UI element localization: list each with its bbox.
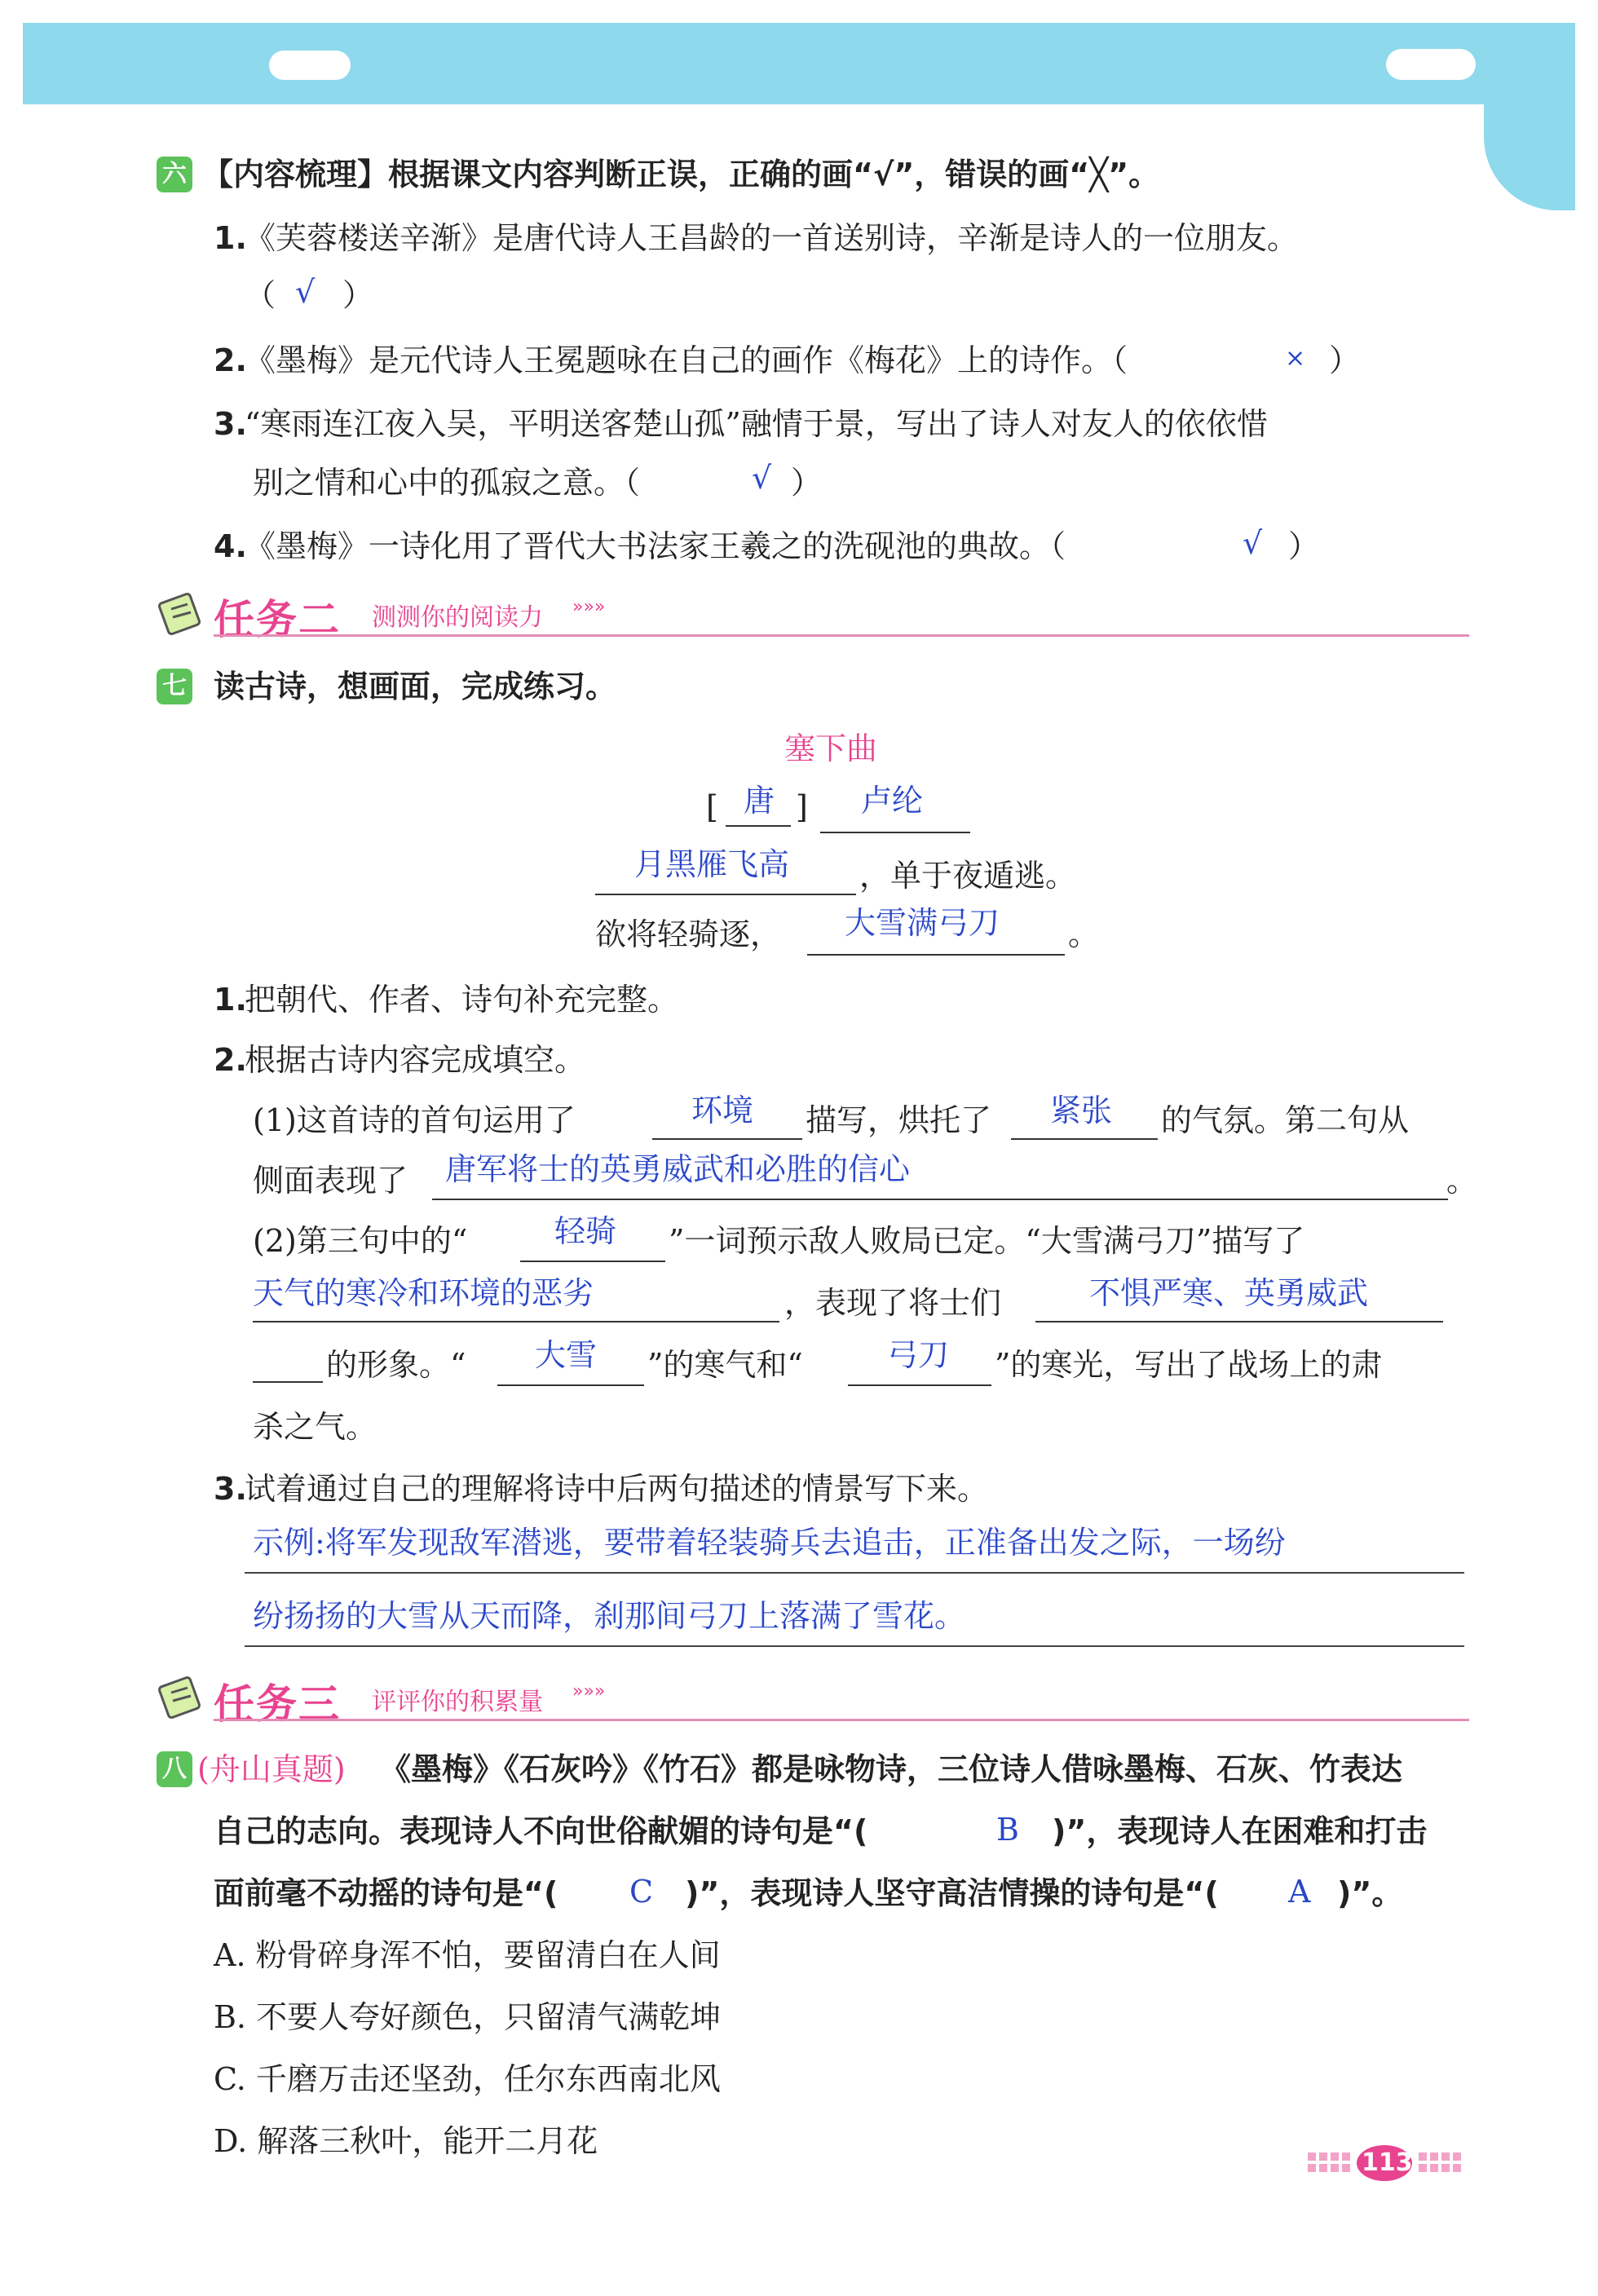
item-text: 《墨梅》一诗化用了晋代大书法家王羲之的洗砚池的典故。（ (245, 528, 1066, 564)
fill-text: (1)这首诗的首句运用了 (253, 1102, 576, 1138)
fill-answer: 紧张 (1050, 1093, 1113, 1128)
fill-text: ”的寒气和“ (647, 1347, 803, 1383)
fill-answer: 唐军将士的英勇威武和必胜的信心 (445, 1151, 911, 1187)
item-paren: （ (245, 277, 276, 313)
page-number: 113 (1362, 2148, 1413, 2177)
answer-blank (1035, 1321, 1443, 1322)
section-badge-7: 七 (157, 669, 192, 704)
question-text: 试着通过自己的理解将诗中后两句描述的情景写下来。 (245, 1471, 989, 1507)
choice-answer: B (996, 1812, 1019, 1848)
cloud-decoration (269, 51, 351, 80)
poem-title: 塞下曲 (784, 731, 878, 766)
question-text: 把朝代、作者、诗句补充完整。 (245, 982, 679, 1018)
answer-mark: √ (1243, 525, 1263, 561)
poem-line2-answer: 大雪满弓刀 (845, 905, 1000, 941)
essay-answer-line2: 纷扬扬的大雪从天而降，刹那间弓刀上落满了雪花。 (253, 1598, 966, 1634)
section8-text: 面前毫不动摇的诗句是“( (214, 1875, 558, 1911)
answer-mark: √ (295, 274, 316, 310)
item-text: “寒雨连江夜入吴，平明送客楚山孤”融情于景，写出了诗人对友人的依依惜 (245, 406, 1268, 442)
item-text: 别之情和心中的孤寂之意。（ (253, 465, 641, 501)
section6-instruction: 【内容梳理】根据课文内容判断正误，正确的画“√”，错误的画“╳”。 (202, 157, 1160, 192)
section8-text: )”。 (1337, 1875, 1403, 1911)
fill-text: 的形象。“ (326, 1347, 466, 1383)
fill-answer: 轻骑 (554, 1213, 617, 1249)
item-paren: ） (1329, 342, 1361, 378)
task-divider (214, 634, 1469, 637)
choice-answer: C (629, 1874, 654, 1910)
answer-blank (520, 1261, 665, 1262)
poem-line1-answer: 月黑雁飞高 (634, 846, 790, 882)
source-label: (舟山真题) (197, 1751, 346, 1787)
answer-blank (652, 1138, 802, 1140)
item-number: 1. (214, 220, 247, 256)
fill-answer: 不惧严寒、英勇威武 (1089, 1275, 1369, 1311)
fill-text: 描写，烘托了 (806, 1102, 992, 1138)
option-c: C. 千磨万击还坚劲，任尔东西南北风 (214, 2061, 721, 2097)
task-divider (214, 1719, 1469, 1721)
question-number: 1. (214, 982, 247, 1018)
fill-text: 。 (1446, 1163, 1478, 1199)
fill-text: ”一词预示敌人败局已定。“大雪满弓刀”描写了 (669, 1223, 1305, 1259)
section8-text: )”，表现诗人坚守高洁情操的诗句是“( (685, 1875, 1219, 1911)
answer-blank (1011, 1138, 1158, 1140)
item-number: 4. (214, 528, 247, 564)
fill-answer: 环境 (691, 1093, 754, 1128)
section8-text: )”，表现诗人在困难和打击 (1052, 1813, 1428, 1849)
fill-text: 杀之气。 (253, 1409, 377, 1445)
task-subtitle: 评评你的积累量 (372, 1688, 543, 1716)
header-sky-band (23, 23, 1575, 104)
answer-blank (253, 1321, 779, 1322)
poem-line2-end: 。 (1068, 916, 1100, 952)
answer-blank (497, 1384, 644, 1386)
fill-text: (2)第三句中的“ (253, 1223, 468, 1259)
fill-answer: 大雪 (535, 1337, 598, 1373)
fill-text: ，表现了将士们 (784, 1285, 1002, 1321)
task-subtitle: 测测你的阅读力 (372, 603, 543, 632)
poem-line1-text: ，单于夜遁逃。 (859, 858, 1077, 894)
poem-author-answer: 卢纶 (861, 783, 924, 819)
writing-line (245, 1572, 1464, 1574)
notebook-icon (157, 1675, 205, 1720)
task-arrows: »»» (572, 597, 606, 617)
item-number: 2. (214, 342, 247, 378)
option-d: D. 解落三秋叶，能开二月花 (214, 2123, 598, 2159)
answer-blank (820, 832, 970, 833)
item-text: 《芙蓉楼送辛渐》是唐代诗人王昌龄的一首送别诗，辛渐是诗人的一位朋友。 (245, 220, 1299, 256)
section-badge-6: 六 (157, 157, 192, 192)
writing-line (245, 1645, 1464, 1647)
section7-instruction: 读古诗，想画面，完成练习。 (214, 669, 617, 704)
item-text: 《墨梅》是元代诗人王冕题咏在自己的画作《梅花》上的诗作。（ (245, 342, 1128, 378)
answer-mark: √ (752, 460, 772, 496)
page-number-badge (1304, 2144, 1468, 2182)
poem-bracket: [ (706, 789, 718, 825)
item-paren: ） (1288, 528, 1320, 564)
header-sky-corner (1484, 23, 1575, 210)
poem-dynasty-answer: 唐 (744, 783, 775, 819)
section8-text: 《墨梅》《石灰吟》《竹石》都是咏物诗，三位诗人借咏墨梅、石灰、竹表达 (380, 1751, 1403, 1787)
poem-line2-text: 欲将轻骑逐， (595, 916, 782, 952)
fill-answer: 弓刀 (887, 1337, 950, 1373)
answer-blank (595, 894, 856, 895)
choice-answer: A (1288, 1874, 1311, 1910)
answer-blank (726, 825, 791, 827)
option-a: A. 粉骨碎身浑不怕，要留清白在人间 (214, 1937, 721, 1973)
fill-answer: 天气的寒冷和环境的恶劣 (253, 1275, 594, 1311)
cloud-decoration (1386, 49, 1476, 80)
answer-blank (848, 1384, 991, 1386)
answer-mark: × (1285, 344, 1306, 373)
item-number: 3. (214, 406, 247, 442)
option-b: B. 不要人夸好颜色，只留清气满乾坤 (214, 1999, 722, 2035)
poem-bracket: ] (796, 789, 808, 825)
fill-text: ”的寒光，写出了战场上的肃 (995, 1347, 1383, 1383)
task-title: 任务二 (214, 596, 341, 643)
question-number: 3. (214, 1471, 247, 1507)
task-title: 任务三 (214, 1680, 341, 1728)
task-arrows: »»» (572, 1681, 606, 1702)
fill-text: 侧面表现了 (253, 1163, 408, 1199)
section8-text: 自己的志向。表现诗人不向世俗献媚的诗句是“( (214, 1813, 868, 1849)
answer-blank (432, 1199, 1448, 1200)
item-paren: ） (791, 465, 823, 501)
question-number: 2. (214, 1042, 247, 1078)
question-text: 根据古诗内容完成填空。 (245, 1042, 586, 1078)
essay-answer-line1: 示例:将军发现敌军潜逃，要带着轻装骑兵去追击，正准备出发之际，一场纷 (253, 1525, 1286, 1561)
item-paren: ） (342, 277, 374, 313)
answer-blank (253, 1381, 323, 1383)
fill-text: 的气氛。第二句从 (1161, 1102, 1410, 1138)
answer-blank (807, 954, 1065, 956)
notebook-icon (157, 591, 205, 637)
section-badge-8: 八 (157, 1751, 192, 1787)
